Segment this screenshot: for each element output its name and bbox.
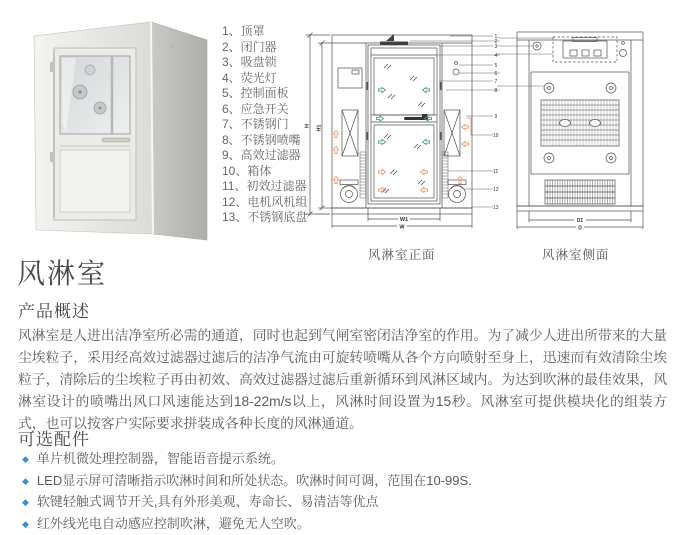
diamond-bullet-icon: ◆	[22, 515, 29, 535]
svg-text:D: D	[578, 225, 582, 231]
svg-text:10: 10	[493, 133, 499, 139]
side-drawing-lines	[517, 32, 643, 229]
accessory-item-text: 单片机微处理控制器，智能语音提示系统。	[37, 449, 284, 469]
parts-list-item: 3、吸盘锁	[222, 55, 332, 71]
side-dimension-labels	[574, 218, 586, 232]
diamond-bullet-icon: ◆	[22, 493, 29, 513]
svg-text:6: 6	[495, 71, 498, 77]
front-view-caption: 风淋室正面	[368, 245, 436, 263]
accessory-item-text: LED显示屏可清晰指示吹淋时间和所处状态。吹淋时间可调，范围在10-99S.	[37, 471, 472, 491]
svg-text:D1: D1	[577, 218, 584, 224]
svg-text:11: 11	[493, 169, 498, 175]
accessory-item-text: 软键轻触式调节开关,具有外形美观、寿命长、易清洁等优点	[37, 492, 379, 512]
accessory-item	[22, 449, 652, 471]
accessories-heading: 可选配件	[18, 425, 90, 450]
parts-list-item: 2、闭门器	[222, 40, 332, 56]
svg-text:5: 5	[495, 63, 498, 69]
svg-text:9: 9	[495, 114, 498, 120]
door-closer	[380, 34, 408, 45]
svg-text:H1: H1	[317, 124, 323, 131]
accessory-item	[22, 471, 652, 493]
page-title: 风淋室	[17, 252, 107, 292]
nozzle-icon	[85, 65, 95, 75]
parts-list-item: 4、荧光灯	[222, 71, 332, 87]
diamond-bullet-icon: ◆	[22, 472, 29, 492]
side-leader-stubs	[497, 38, 553, 86]
side-view-caption: 风淋室侧面	[542, 245, 610, 263]
svg-text:W: W	[399, 224, 405, 230]
svg-text:4: 4	[495, 53, 498, 59]
parts-list-item: 1、顶罩	[222, 24, 332, 40]
parts-list-item: 5、控制面板	[222, 86, 332, 102]
front-dimension-labels	[305, 124, 411, 230]
svg-text:3: 3	[495, 44, 498, 50]
door-handle	[102, 138, 130, 142]
svg-text:13: 13	[493, 205, 499, 211]
svg-text:12: 12	[493, 187, 499, 193]
parts-list-item: 6、应急开关	[222, 102, 332, 118]
parts-list-item: 11、初效过滤器	[222, 179, 332, 195]
air-shower-photo	[4, 2, 214, 252]
parts-list-item: 7、不锈钢门	[222, 117, 332, 133]
svg-text:1: 1	[495, 34, 498, 40]
overview-heading: 产品概述	[18, 297, 90, 322]
accessories-list	[22, 449, 652, 535]
front-drawing-lines	[306, 33, 472, 229]
accessory-item	[22, 492, 652, 514]
front-view-diagram	[300, 22, 500, 244]
hinge-marks	[367, 82, 442, 140]
svg-text:7: 7	[495, 79, 498, 85]
cabinet-door	[50, 48, 136, 220]
svg-text:W1: W1	[400, 217, 408, 223]
accessory-item-text: 红外线光电自动感应控制吹淋，避免无人空吹。	[37, 514, 310, 534]
parts-list-item: 9、高效过滤器	[222, 148, 332, 164]
parts-list-item: 13、不锈钢底盘	[222, 210, 332, 226]
parts-list-item: 10、箱体	[222, 164, 332, 180]
svg-text:8: 8	[495, 88, 498, 94]
parts-list-item: 8、不锈钢喷嘴	[222, 133, 332, 149]
side-view-diagram	[497, 24, 665, 238]
parts-list-item: 12、电机风机组	[222, 195, 332, 211]
accessory-item	[22, 514, 652, 535]
svg-text:2: 2	[495, 39, 498, 45]
svg-text:H: H	[305, 124, 311, 128]
diamond-bullet-icon: ◆	[22, 450, 29, 470]
overview-paragraph: 风淋室是人进出洁净室所必需的通道，同时也起到气闸室密闭洁净室的作用。为了减少人进出所带来的大量尘埃粒子，采用经高效过滤器过滤后的洁净气流由可旋转喷嘴从各个方向喷射至身上，迅速而有效清除尘埃粒子，清除后的尘埃粒子再由初效、高效过滤器过滤后重新循环到风淋区域内。为达到吹淋的最佳效果，风淋室设计的喷嘴出风口风速能达到18-22m/s以上，风淋时间设置为15秒。风淋室可提供模块化的组装方式，也可以按客户实际要求拼装成各种长度的风淋通道。	[18, 325, 667, 435]
